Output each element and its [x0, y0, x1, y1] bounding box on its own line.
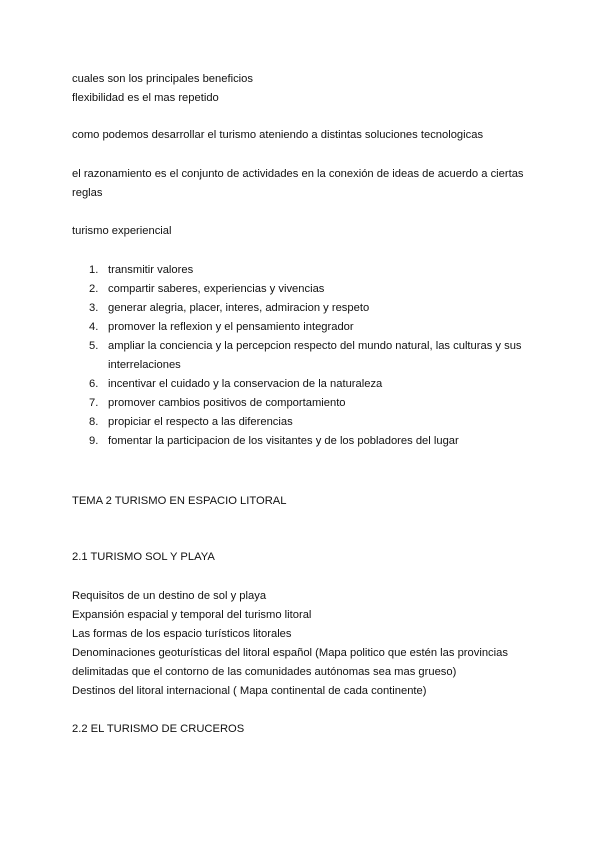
section-2-1-line: delimitadas que el contorno de las comunidades autónomas sea mas grueso): [72, 666, 457, 678]
list-item: [72, 432, 532, 451]
list-item-text: incentivar el cuidado y la conservacion de la naturaleza: [108, 378, 383, 390]
heading-section-2-2: 2.2 EL TURISMO DE CRUCEROS: [72, 723, 245, 735]
list-number: 3.: [89, 302, 99, 314]
heading-section-2-1: 2.1 TURISMO SOL Y PLAYA: [72, 551, 215, 563]
list-item: [72, 394, 532, 413]
list-number: 1.: [89, 264, 99, 276]
heading-tema-2: TEMA 2 TURISMO EN ESPACIO LITORAL: [72, 495, 287, 507]
numbered-list: [72, 261, 532, 451]
list-item-text: propiciar el respecto a las diferencias: [108, 416, 293, 428]
list-number: 8.: [89, 416, 99, 428]
list-item: [72, 318, 532, 337]
section-2-1-line: Destinos del litoral internacional ( Mapa continental de cada continente): [72, 685, 427, 697]
paragraph-experiential-tourism: turismo experiencial: [72, 225, 172, 237]
list-item-text: compartir saberes, experiencias y vivencias: [108, 283, 325, 295]
section-2-1-line: Las formas de los espacio turísticos litorales: [72, 628, 292, 640]
list-item: [72, 299, 532, 318]
paragraph-reasoning-line1: el razonamiento es el conjunto de actividades en la conexión de ideas de acuerdo a ciertas: [72, 168, 524, 180]
paragraph-technology: como podemos desarrollar el turismo ateniendo a distintas soluciones tecnologicas: [72, 129, 484, 141]
list-number: 2.: [89, 283, 99, 295]
list-item-text: fomentar la participacion de los visitantes y de los pobladores del lugar: [108, 435, 459, 447]
paragraph-flexibility: flexibilidad es el mas repetido: [72, 92, 219, 104]
list-item: [72, 261, 532, 280]
list-number: 4.: [89, 321, 99, 333]
section-2-1-line: Denominaciones geoturísticas del litoral español (Mapa politico que estén las provincias: [72, 647, 508, 659]
list-item: [72, 413, 532, 432]
list-number: 9.: [89, 435, 99, 447]
list-item: [72, 337, 532, 375]
list-item-text: transmitir valores: [108, 264, 194, 276]
section-2-1-line: Expansión espacial y temporal del turismo litoral: [72, 609, 312, 621]
section-2-1-line: Requisitos de un destino de sol y playa: [72, 590, 267, 602]
list-item: [72, 375, 532, 394]
list-item-text: promover cambios positivos de comportamiento: [108, 397, 346, 409]
list-number: 7.: [89, 397, 99, 409]
list-item: [72, 280, 532, 299]
list-number: 5.: [89, 340, 99, 352]
list-item-text: generar alegria, placer, interes, admiracion y respeto: [108, 302, 370, 314]
paragraph-reasoning-line2: reglas: [72, 187, 103, 199]
paragraph-benefits-question: cuales son los principales beneficios: [72, 73, 253, 85]
list-item-text: promover la reflexion y el pensamiento integrador: [108, 321, 354, 333]
list-item-text: ampliar la conciencia y la percepcion respecto del mundo natural, las culturas y sus interrelaciones: [108, 340, 522, 371]
list-number: 6.: [89, 378, 99, 390]
